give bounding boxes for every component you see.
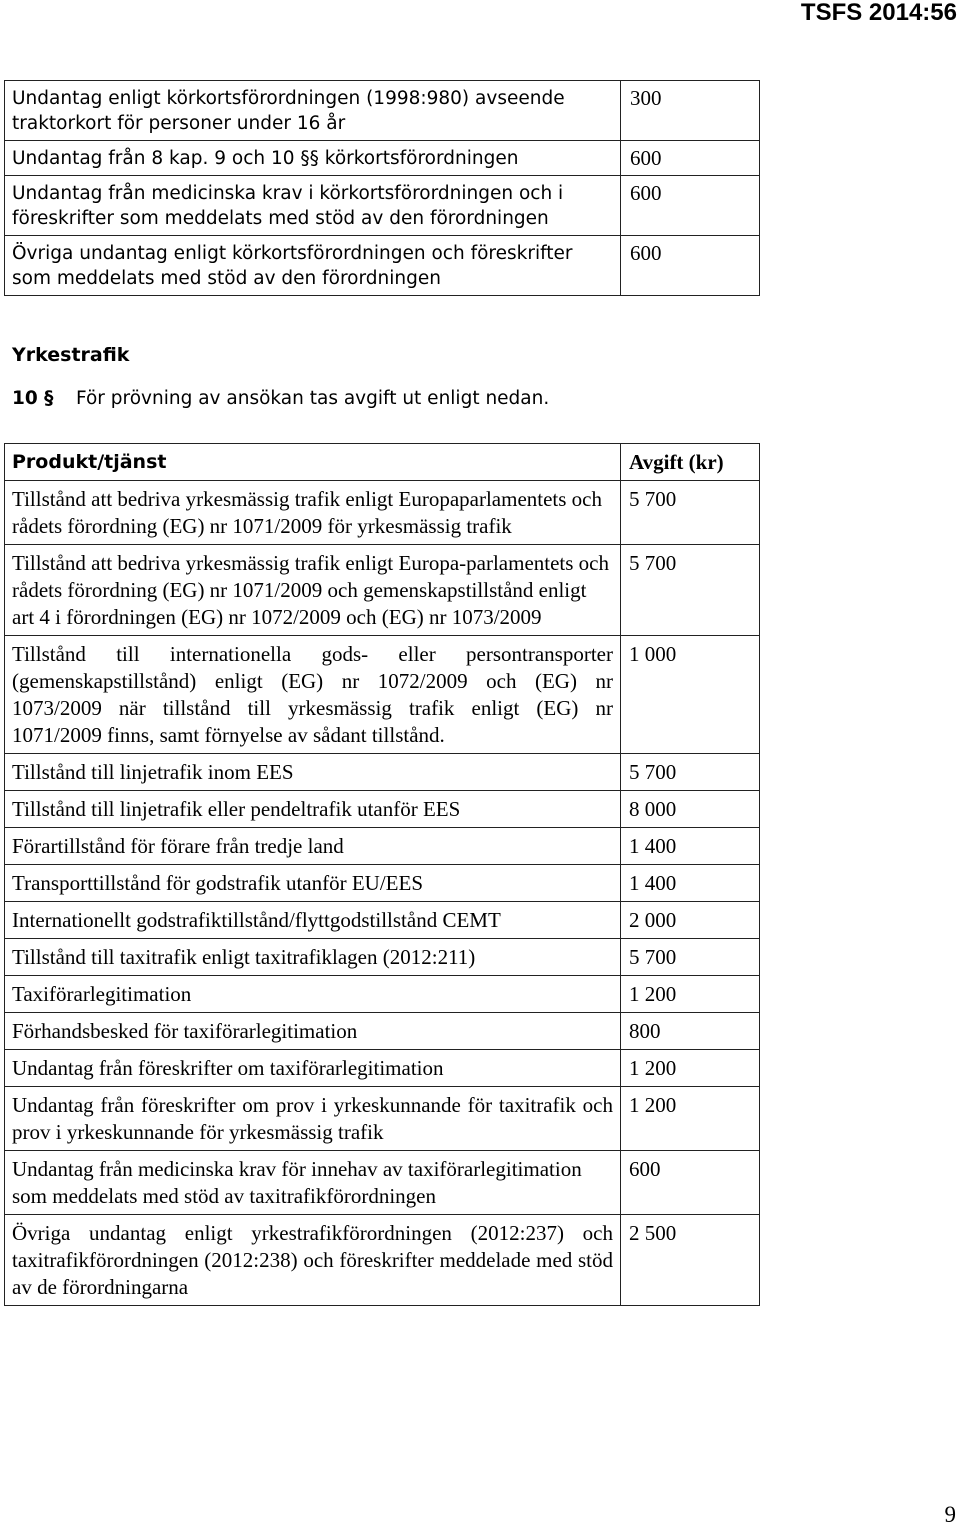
document-id: TSFS 2014:56	[800, 0, 957, 26]
fee-description: Förhandsbesked för taxiförarlegitimation	[5, 1013, 621, 1050]
fee-description: Tillstånd att bedriva yrkesmässig trafik enligt Europa-parlamentets och rådets förordning (EG) nr 1071/2009 och gemenskapstillstånd enligt art 4 i förordningen (EG) nr 1072/2009 och (EG) nr 1073/2009	[5, 545, 621, 636]
fee-amount: 600	[621, 1151, 760, 1215]
fee-table-driving-licence	[4, 80, 760, 296]
column-header-product: Produkt/tjänst	[5, 444, 621, 481]
table-row	[5, 939, 760, 976]
column-header-fee: Avgift (kr)	[621, 444, 760, 481]
fee-amount: 1 000	[621, 636, 760, 754]
table-row	[5, 481, 760, 545]
table-row	[5, 545, 760, 636]
fee-amount: 600	[621, 236, 760, 296]
paragraph-text: För prövning av ansökan tas avgift ut enligt nedan.	[76, 388, 550, 409]
fee-description: Undantag från 8 kap. 9 och 10 §§ körkortsförordningen	[5, 141, 621, 176]
fee-amount: 5 700	[621, 481, 760, 545]
table-row	[5, 81, 760, 141]
fee-description: Transporttillstånd för godstrafik utanför EU/EES	[5, 865, 621, 902]
table-row	[5, 791, 760, 828]
fee-amount: 1 200	[621, 1050, 760, 1087]
fee-amount: 2 500	[621, 1215, 760, 1306]
fee-table-professional-traffic	[4, 443, 760, 1306]
table-row	[5, 1215, 760, 1306]
fee-amount: 600	[621, 141, 760, 176]
table-row	[5, 176, 760, 236]
table-row	[5, 976, 760, 1013]
fee-description: Tillstånd till linjetrafik eller pendeltrafik utanför EES	[5, 791, 621, 828]
fee-description: Tillstånd till linjetrafik inom EES	[5, 754, 621, 791]
fee-description: Förartillstånd för förare från tredje land	[5, 828, 621, 865]
fee-amount: 5 700	[621, 545, 760, 636]
fee-amount: 1 200	[621, 1087, 760, 1151]
paragraph-10	[12, 388, 550, 409]
fee-description: Undantag från föreskrifter om taxiförarlegitimation	[5, 1050, 621, 1087]
table-row	[5, 1050, 760, 1087]
fee-description: Taxiförarlegitimation	[5, 976, 621, 1013]
fee-description: Tillstånd till taxitrafik enligt taxitrafiklagen (2012:211)	[5, 939, 621, 976]
fee-amount: 1 200	[621, 976, 760, 1013]
fee-amount: 600	[621, 176, 760, 236]
paragraph-number: 10 §	[12, 388, 54, 409]
fee-description: Internationellt godstrafiktillstånd/flyttgodstillstånd CEMT	[5, 902, 621, 939]
fee-description: Övriga undantag enligt körkortsförordningen och föreskrifter som meddelats med stöd av den förordningen	[5, 236, 621, 296]
fee-amount: 1 400	[621, 865, 760, 902]
page-number: 9	[944, 1502, 956, 1527]
table-row	[5, 236, 760, 296]
fee-description: Tillstånd att bedriva yrkesmässig trafik enligt Europaparlamentets och rådets förordning (EG) nr 1071/2009 för yrkesmässig trafik	[5, 481, 621, 545]
table-row	[5, 865, 760, 902]
fee-description: Tillstånd till internationella gods- eller persontransporter (gemenskapstillstånd) enligt (EG) nr 1072/2009 och (EG) nr 1073/2009 när tillstånd till yrkesmässig trafik enligt (EG) nr 1071/2009 finns, samt förnyelse av sådant tillstånd.	[5, 636, 621, 754]
fee-description: Övriga undantag enligt yrkestrafikförordningen (2012:237) och taxitrafikförordningen (2012:238) och föreskrifter meddelade med stöd av de förordningarna	[5, 1215, 621, 1306]
table-row	[5, 754, 760, 791]
fee-description: Undantag från föreskrifter om prov i yrkeskunnande för taxitrafik och prov i yrkeskunnande för yrkesmässig trafik	[5, 1087, 621, 1151]
table-row	[5, 636, 760, 754]
fee-amount: 1 400	[621, 828, 760, 865]
fee-amount: 5 700	[621, 754, 760, 791]
table-row	[5, 1013, 760, 1050]
table-row	[5, 828, 760, 865]
fee-description: Undantag enligt körkortsförordningen (1998:980) avseende traktorkort för personer under 16 år	[5, 81, 621, 141]
table-row	[5, 1151, 760, 1215]
fee-description: Undantag från medicinska krav i körkortsförordningen och i föreskrifter som meddelats med stöd av den förordningen	[5, 176, 621, 236]
table-header-row	[5, 444, 760, 481]
section-heading: Yrkestrafik	[12, 344, 130, 366]
table-row	[5, 902, 760, 939]
fee-amount: 300	[621, 81, 760, 141]
table-row	[5, 141, 760, 176]
table-row	[5, 1087, 760, 1151]
fee-amount: 5 700	[621, 939, 760, 976]
fee-amount: 800	[621, 1013, 760, 1050]
fee-amount: 2 000	[621, 902, 760, 939]
fee-amount: 8 000	[621, 791, 760, 828]
fee-description: Undantag från medicinska krav för innehav av taxiförarlegitimation som meddelats med stöd av taxitrafikförordningen	[5, 1151, 621, 1215]
